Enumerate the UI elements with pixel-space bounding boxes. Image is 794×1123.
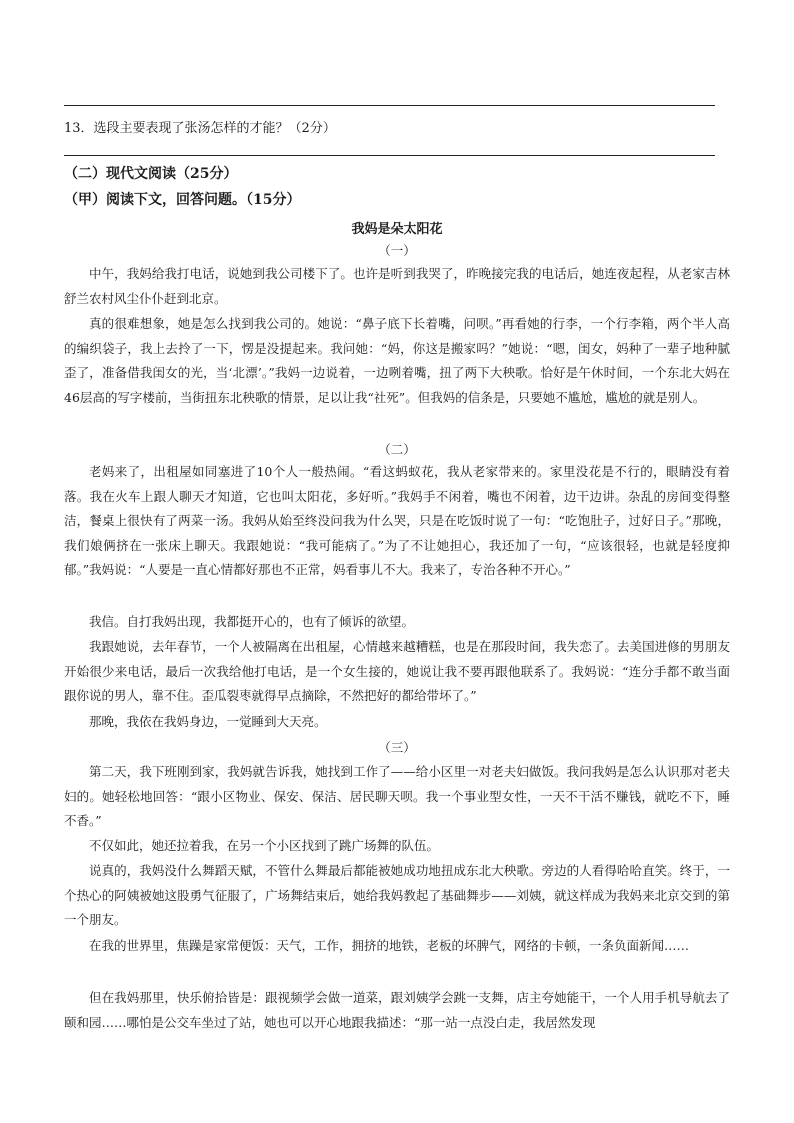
section-heading: （二）现代文阅读（25分） bbox=[64, 166, 238, 182]
article-title: 我妈是朵太阳花 bbox=[351, 222, 443, 237]
paragraph: 老妈来了，出租屋如同塞进了10个人一般热闹。“看这蚂蚁花，我从老家带来的。家里没花是不行的，眼睛没有着落。我在火车上跟人聊天才知道，它也叫太阳花，多好听。”我妈手不闲着，嘴也不闲着，边干边讲。杂乱的房间变得整洁，餐桌上很快有了两菜一汤。我妈从始至终没问我为什么哭，只是在吃饭时说了一句：“吃饱肚子，过好日子。”那晚，我们娘俩挤在一张床上聊天。我跟她说：“我可能病了。”为了不让她担心，我还加了一句，“应该很轻，也就是轻度抑郁。”我妈说：“人要是一直心情都好那也不正常，妈看事儿不大。我来了，专治各种不开心。” bbox=[64, 464, 730, 578]
paragraph: 但在我妈那里，快乐俯拾皆是：跟视频学会做一道菜，跟刘姨学会跳一支舞，店主夸她能干，一个人用手机导航去了颐和园……哪怕是公交车坐过了站，她也可以开心地跟我描述：“那一站一点没白走，我居然发现 bbox=[64, 990, 730, 1030]
paragraph: 在我的世界里，焦躁是家常便饭：天气，工作，拥挤的地铁，老板的坏脾气，网络的卡顿，一条负面新闻…… bbox=[89, 938, 690, 953]
paragraph: 中午，我妈给我打电话，说她到我公司楼下了。也许是听到我哭了，昨晚接完我的电话后，她连夜起程，从老家吉林舒兰农村风尘仆仆赶到北京。 bbox=[64, 266, 730, 306]
paragraph: 我信。自打我妈出现，我都挺开心的，也有了倾诉的欲望。 bbox=[89, 614, 415, 629]
question-13: 13．选段主要表现了张汤怎样的才能？（2分） bbox=[64, 121, 336, 136]
part1-marker: （一） bbox=[378, 243, 416, 258]
answer-line-bottom bbox=[64, 155, 715, 156]
paragraph: 那晚，我依在我妈身边，一觉睡到大天亮。 bbox=[89, 714, 327, 729]
paragraph: 说真的，我妈没什么舞蹈天赋，不管什么舞最后都能被她成功地扭成东北大秧歌。旁边的人看得哈哈直笑。终于，一个热心的阿姨被她这股勇气征服了，广场舞结束后，她给我妈教起了基础舞步——刘姨，就这样成为我妈来北京交到的第一个朋友。 bbox=[64, 863, 730, 928]
paragraph: 第二天，我下班刚到家，我妈就告诉我，她找到工作了——给小区里一对老夫妇做饭。我问我妈是怎么认识那对老夫妇的。她轻松地回答：“跟小区物业、保安、保洁、居民聊天呗。我一个事业型女性，一天不干活不赚钱，就吃不下，睡不香。” bbox=[64, 764, 730, 829]
answer-line-top bbox=[64, 105, 715, 106]
paragraph: 我跟她说，去年春节，一个人被隔离在出租屋，心情越来越糟糕，也是在那段时间，我失恋了。去美国进修的男朋友开始很少来电话，最后一次我给他打电话，是一个女生接的，她说让我不要再跟他联系了。我妈说：“连分手都不敢当面跟你说的男人，靠不住。歪瓜裂枣就得早点摘除，不然把好的都给带坏了。” bbox=[64, 639, 730, 704]
part3-marker: （三） bbox=[378, 740, 416, 755]
subsection-heading: （甲）阅读下文，回答问题。（15分） bbox=[64, 192, 301, 208]
part2-marker: （二） bbox=[378, 442, 416, 457]
paragraph: 不仅如此，她还拉着我，在另一个小区找到了跳广场舞的队伍。 bbox=[89, 838, 440, 853]
paragraph: 真的很难想象，她是怎么找到我公司的。她说：“鼻子底下长着嘴，问呗。”再看她的行李，一个行李箱，两个半人高的编织袋子，我上去拎了一下，愣是没提起来。我问她：“妈，你这是搬家吗？”她说：“嗯，闺女，妈种了一辈子地种腻歪了，准备借我闺女的光，当‘北漂’。”我妈一边说着，一边咧着嘴，扭了两下大秧歌。恰好是午休时间，一个东北大妈在46层高的写字楼前，当街扭东北秧歌的情景，足以让我“社死”。但我妈的信条是，只要她不尴尬，尴尬的就是别人。 bbox=[64, 316, 730, 405]
